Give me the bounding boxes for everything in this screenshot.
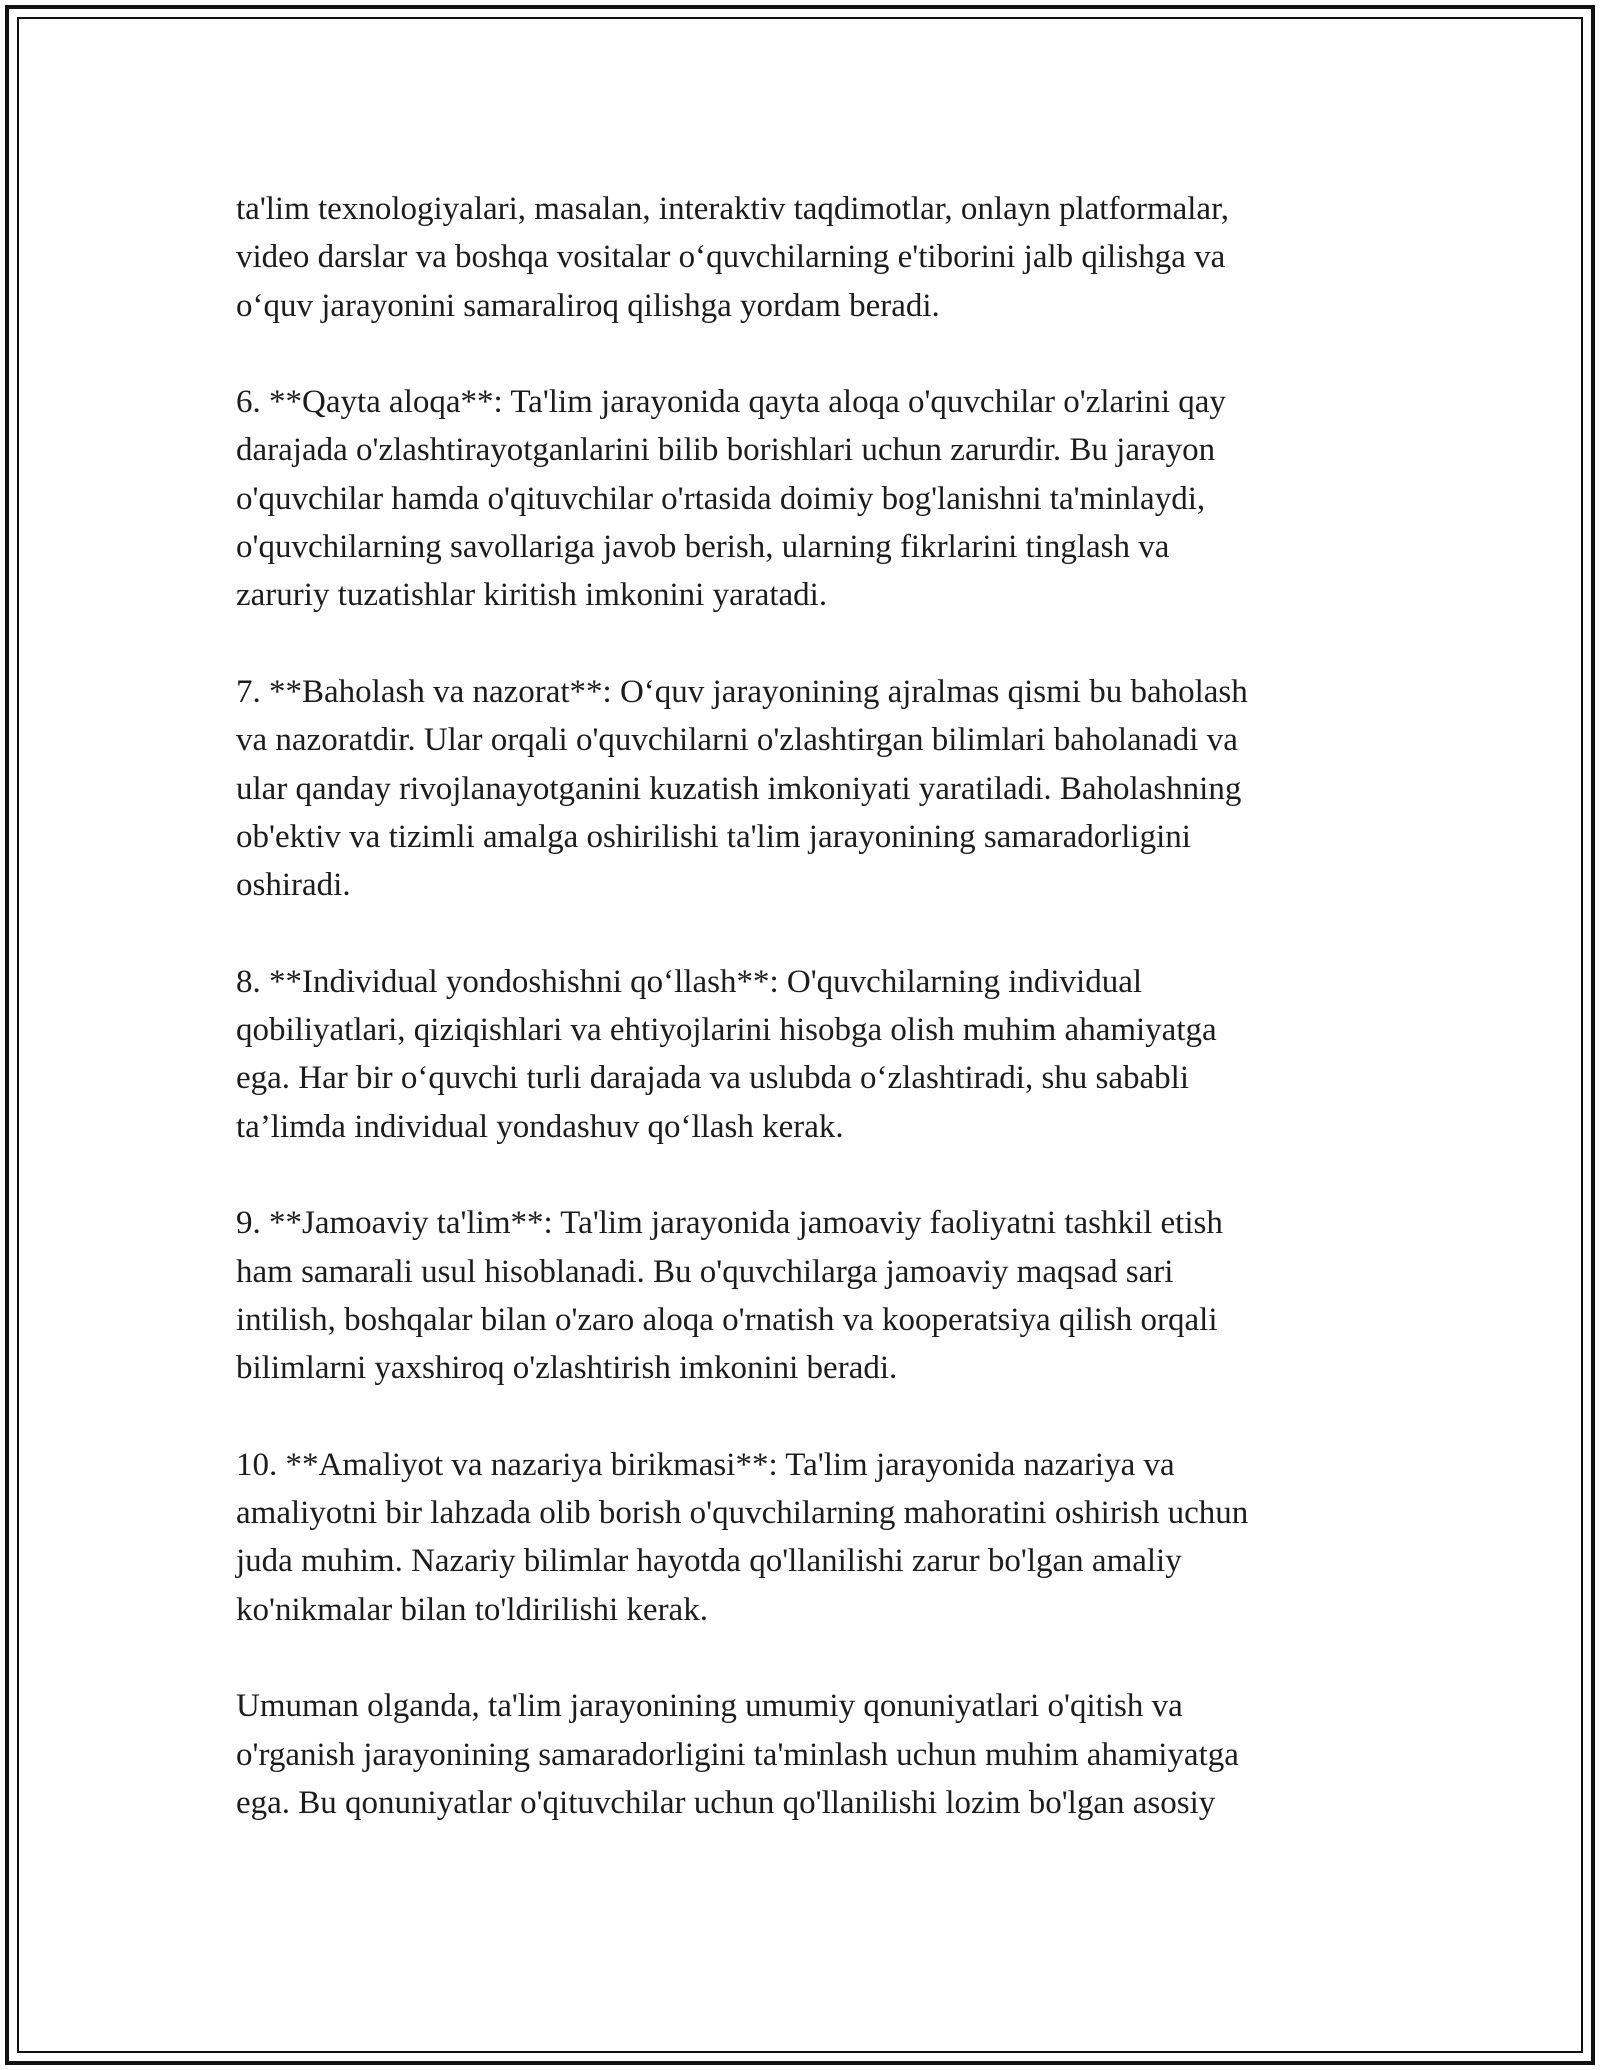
text-line: qobiliyatlari, qiziqishlari va ehtiyojlarini hisobga olish muhim ahamiyatga xyxy=(236,1012,1217,1049)
text-line: ta’limda individual yondashuv qo‘llash kerak. xyxy=(236,1108,844,1145)
text-line: ko'nikmalar bilan to'ldirilishi kerak. xyxy=(236,1591,708,1628)
paragraph-8-individual-approach xyxy=(236,958,1386,1151)
document-body xyxy=(236,185,1386,1875)
text-line: amaliyotni bir lahzada olib borish o'quvchilarning mahoratini oshirish uchun xyxy=(236,1495,1249,1532)
text-line: video darslar va boshqa vositalar o‘quvchilarning e'tiborini jalb qilishga va xyxy=(236,239,1226,276)
paragraph-6-feedback xyxy=(236,378,1386,619)
paragraph-7-assessment xyxy=(236,668,1386,909)
text-line: ega. Bu qonuniyatlar o'qituvchilar uchun qo'llanilishi lozim bo'lgan asosiy xyxy=(236,1784,1216,1821)
text-line: ham samarali usul hisoblanadi. Bu o'quvchilarga jamoaviy maqsad sari xyxy=(236,1253,1174,1290)
text-line: 7. **Baholash va nazorat**: O‘quv jarayonining ajralmas qismi bu baholash xyxy=(236,673,1248,710)
text-line: va nazoratdir. Ular orqali o'quvchilarni o'zlashtirgan bilimlari baholanadi va xyxy=(236,722,1238,759)
text-line: bilimlarni yaxshiroq o'zlashtirish imkonini beradi. xyxy=(236,1350,898,1387)
text-line: o'rganish jarayonining samaradorligini ta'minlash uchun muhim ahamiyatga xyxy=(236,1736,1239,1773)
text-line: ular qanday rivojlanayotganini kuzatish imkoniyati yaratiladi. Baholashning xyxy=(236,770,1242,807)
text-line: ob'ektiv va tizimli amalga oshirilishi ta'lim jarayonining samaradorligini xyxy=(236,818,1191,855)
text-line: ta'lim texnologiyalari, masalan, interaktiv taqdimotlar, onlayn platformalar, xyxy=(236,191,1229,227)
text-line: ega. Har bir o‘quvchi turli darajada va uslubda o‘zlashtiradi, shu sababli xyxy=(236,1060,1190,1097)
text-line: juda muhim. Nazariy bilimlar hayotda qo'llanilishi zarur bo'lgan amaliy xyxy=(236,1543,1182,1580)
text-line: o'quvchilarning savollariga javob berish, ularning fikrlarini tinglash va xyxy=(236,529,1170,566)
text-line: Umuman olganda, ta'lim jarayonining umumiy qonuniyatlari o'qitish va xyxy=(236,1688,1183,1725)
paragraph-conclusion xyxy=(236,1682,1386,1827)
text-line: zaruriy tuzatishlar kiritish imkonini yaratadi. xyxy=(236,577,828,614)
text-line: o'quvchilar hamda o'qituvchilar o'rtasida doimiy bog'lanishni ta'minlaydi, xyxy=(236,480,1206,517)
text-line: 9. **Jamoaviy ta'lim**: Ta'lim jarayonida jamoaviy faoliyatni tashkil etish xyxy=(236,1205,1223,1242)
text-line: intilish, boshqalar bilan o'zaro aloqa o'rnatish va kooperatsiya qilish orqali xyxy=(236,1301,1218,1338)
paragraph-10-theory-practice xyxy=(236,1441,1386,1634)
paragraph-9-collective-learning xyxy=(236,1199,1386,1392)
text-line: oshiradi. xyxy=(236,867,351,904)
text-line: darajada o'zlashtirayotganlarini bilib borishlari uchun zarurdir. Bu jarayon xyxy=(236,432,1216,469)
text-line: 8. **Individual yondoshishni qo‘llash**: O'quvchilarning individual xyxy=(236,963,1143,1000)
paragraph-technologies-continuation xyxy=(236,185,1386,330)
text-line: 6. **Qayta aloqa**: Ta'lim jarayonida qayta aloqa o'quvchilar o'zlarini qay xyxy=(236,384,1226,421)
text-line: 10. **Amaliyot va nazariya birikmasi**: Ta'lim jarayonida nazariya va xyxy=(236,1446,1175,1483)
text-line: o‘quv jarayonini samaraliroq qilishga yordam beradi. xyxy=(236,287,940,324)
